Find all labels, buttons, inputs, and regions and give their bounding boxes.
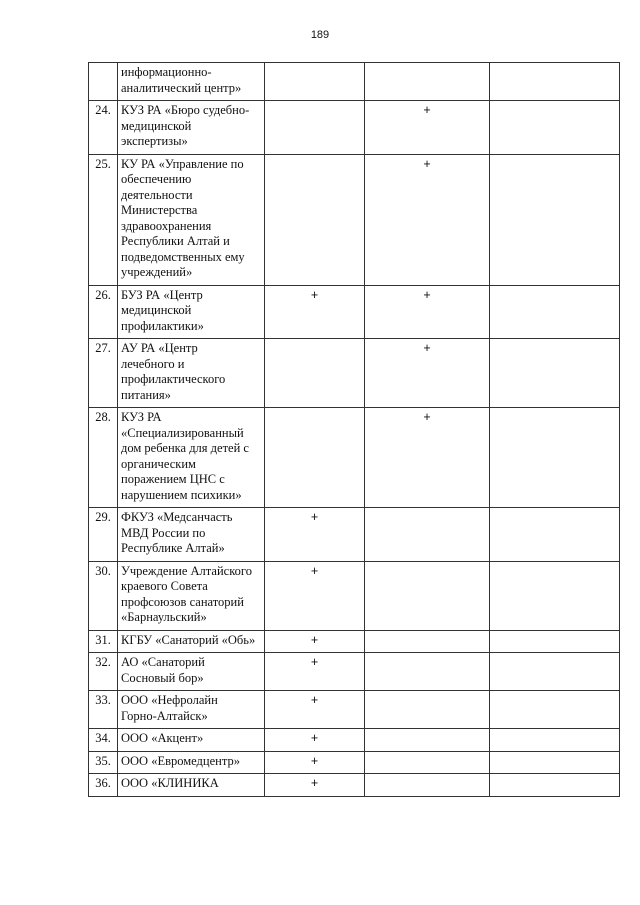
mark-cell-c1: + [265,630,365,653]
mark-cell-c3 [490,751,620,774]
table-row [89,285,620,339]
institution-name [118,653,265,691]
row-number: 29. [89,508,118,562]
mark-cell-c2 [365,630,490,653]
institution-name-line: Министерства [121,203,198,217]
mark-cell-c3 [490,285,620,339]
mark-cell-c3 [490,653,620,691]
institution-name-line: «Специализированный [121,425,244,440]
institution-name-line: ООО «Акцент» [121,731,204,745]
mark-cell-c1: + [265,751,365,774]
row-number: 34. [89,729,118,752]
table-row [89,729,620,752]
institutions-table [88,62,620,797]
row-number [89,63,118,101]
institution-name [118,508,265,562]
mark-cell-c2: + [365,285,490,339]
row-number: 24. [89,101,118,155]
page-number: 189 [310,29,330,41]
row-number: 30. [89,561,118,630]
institution-name-line: Сосновый бор» [121,670,204,685]
institution-name-line: МВД России по [121,525,206,540]
table-row [89,561,620,630]
row-number: 35. [89,751,118,774]
mark-cell-c1 [265,101,365,155]
row-number: 36. [89,774,118,797]
mark-cell-c3 [490,101,620,155]
institution-name-line: экспертизы» [121,134,188,148]
institution-name-line: профсоюзов санаторий [121,594,244,609]
table-row [89,630,620,653]
table-row [89,508,620,562]
mark-cell-c2 [365,653,490,691]
institution-name-line: медицинской [121,118,192,133]
mark-cell-c2: + [365,339,490,408]
row-number: 26. [89,285,118,339]
institution-name-line: здравоохранения [121,218,212,233]
institution-name-line: питания» [121,387,171,402]
table-row [89,653,620,691]
institution-name [118,691,265,729]
institution-name-line: дом ребенка для детей с [121,441,249,455]
institution-name [118,561,265,630]
mark-cell-c3 [490,339,620,408]
mark-cell-c2 [365,729,490,752]
institution-name-line: КУ РА «Управление по [121,156,244,171]
mark-cell-c3 [490,508,620,562]
institution-name [118,774,265,797]
institution-name-line: Учреждение Алтайского [121,563,252,578]
institution-name-line: лечебного и [121,356,185,371]
institution-name-line: профилактического [121,372,226,386]
institution-name-line: органическим [121,456,196,471]
institution-name-line: информационно- [121,65,212,79]
institution-name-line: обеспечению [121,172,192,186]
mark-cell-c3 [490,408,620,508]
institution-name-line: АО «Санаторий [121,655,205,669]
mark-cell-c1: + [265,285,365,339]
institution-name [118,751,265,774]
mark-cell-c2 [365,751,490,774]
mark-cell-c1 [265,408,365,508]
institution-name-line: «Барнаульский» [121,610,207,624]
mark-cell-c2 [365,63,490,101]
row-number: 32. [89,653,118,691]
table-row [89,339,620,408]
institution-name-line: профилактики» [121,318,204,333]
mark-cell-c2: + [365,408,490,508]
institution-name-line: ООО «КЛИНИКА [121,776,219,790]
institution-name-line: медицинской [121,303,192,317]
institution-name [118,63,265,101]
table-body [89,63,620,797]
institution-name-line: АУ РА «Центр [121,341,198,355]
mark-cell-c1 [265,154,365,285]
mark-cell-c3 [490,729,620,752]
mark-cell-c2 [365,561,490,630]
mark-cell-c1: + [265,508,365,562]
institution-name-line: учреждений» [121,265,193,279]
institution-name-line: ООО «Евромедцентр» [121,753,240,768]
institution-name-line: Республики Алтай и [121,234,230,248]
institution-name-line: аналитический центр» [121,80,242,95]
mark-cell-c1 [265,339,365,408]
institution-name [118,154,265,285]
table-row [89,774,620,797]
institution-name-line: ФКУЗ «Медсанчасть [121,510,233,524]
institution-name [118,408,265,508]
institution-name [118,101,265,155]
mark-cell-c1: + [265,561,365,630]
mark-cell-c3 [490,63,620,101]
row-number: 27. [89,339,118,408]
mark-cell-c2: + [365,154,490,285]
institution-name-line: подведомственных ему [121,249,245,264]
institution-name-line: БУЗ РА «Центр [121,287,203,302]
institution-name [118,285,265,339]
institution-name-line: поражением ЦНС с [121,472,225,486]
table-row [89,63,620,101]
institution-name-line: Горно-Алтайск» [121,708,208,723]
institution-name-line: нарушением психики» [121,487,242,502]
institution-name-line: деятельности [121,187,193,202]
mark-cell-c3 [490,630,620,653]
mark-cell-c3 [490,774,620,797]
institution-name-line: Республике Алтай» [121,541,225,555]
institution-name [118,339,265,408]
row-number: 31. [89,630,118,653]
table-row [89,751,620,774]
mark-cell-c3 [490,691,620,729]
institution-name-line: КУЗ РА «Бюро судебно- [121,103,250,117]
mark-cell-c2 [365,774,490,797]
institution-name-line: краевого Совета [121,579,208,593]
row-number: 25. [89,154,118,285]
mark-cell-c1: + [265,729,365,752]
table-row [89,154,620,285]
mark-cell-c1: + [265,691,365,729]
institution-name-line: ООО «Нефролайн [121,693,218,707]
mark-cell-c2: + [365,101,490,155]
mark-cell-c2 [365,508,490,562]
institution-name-line: КГБУ «Санаторий «Обь» [121,632,256,647]
table-row [89,691,620,729]
table-row [89,408,620,508]
institution-name-line: КУЗ РА [121,410,162,424]
institution-name [118,630,265,653]
mark-cell-c3 [490,561,620,630]
mark-cell-c2 [365,691,490,729]
mark-cell-c1: + [265,774,365,797]
mark-cell-c1: + [265,653,365,691]
row-number: 28. [89,408,118,508]
mark-cell-c1 [265,63,365,101]
table-row [89,101,620,155]
row-number: 33. [89,691,118,729]
mark-cell-c3 [490,154,620,285]
institution-name [118,729,265,752]
